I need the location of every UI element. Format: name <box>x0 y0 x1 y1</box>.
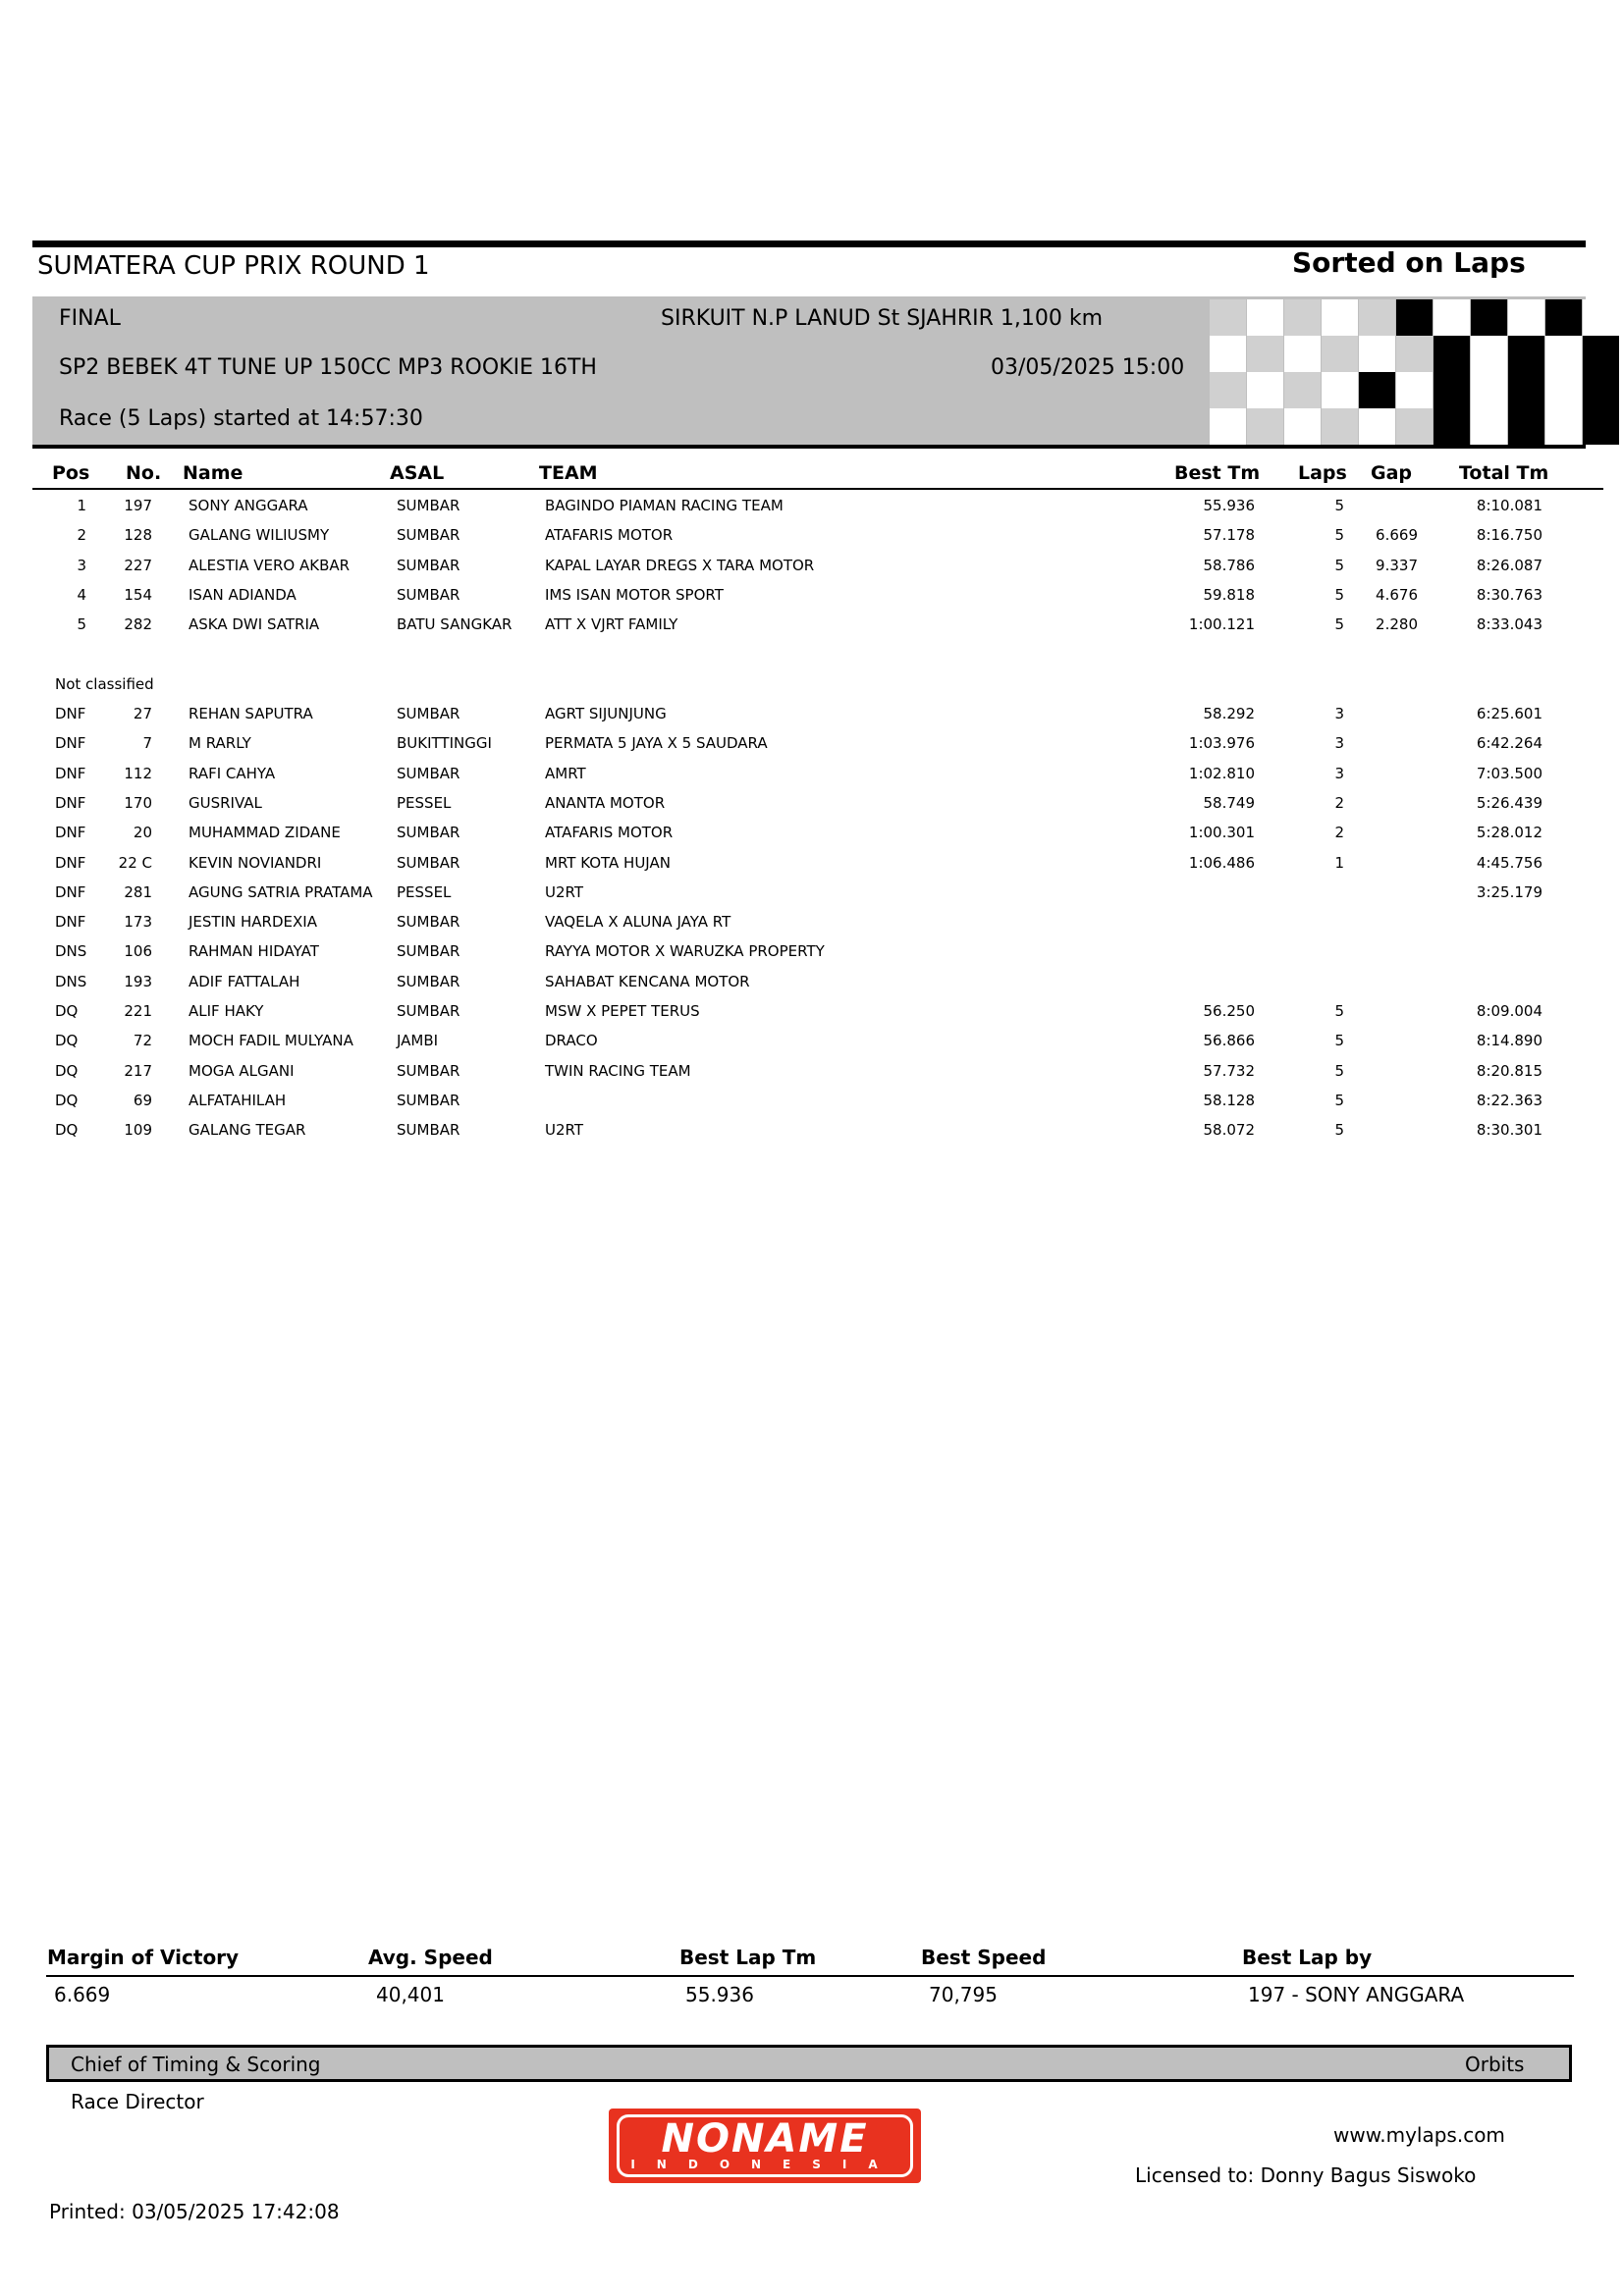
team-cell: ANANTA MOTOR <box>545 793 666 812</box>
flag-square <box>1545 408 1582 445</box>
rider-name-cell: SONY ANGGARA <box>189 497 308 514</box>
result-row <box>0 1056 1623 1086</box>
best-time-cell: 58.292 <box>1203 705 1255 722</box>
flag-square <box>1210 372 1246 408</box>
rider-name-cell: KEVIN NOVIANDRI <box>189 853 322 872</box>
total-time-cell: 8:33.043 <box>1476 615 1542 634</box>
best-lap-label: Best Lap Tm <box>679 1946 817 1969</box>
total-time-cell: 8:26.087 <box>1476 556 1542 574</box>
laps-cell: 2 <box>1334 824 1344 842</box>
best-time-cell: 58.786 <box>1203 556 1255 574</box>
team-cell: AGRT SIJUNJUNG <box>545 705 667 722</box>
best-time-cell: 1:03.976 <box>1188 734 1255 753</box>
origin-cell: SUMBAR <box>397 556 460 574</box>
laps-cell: 1 <box>1334 853 1344 872</box>
pos-cell: DNF <box>55 913 86 932</box>
origin-cell: SUMBAR <box>397 526 460 545</box>
circuit-name: SIRKUIT N.P LANUD St SJAHRIR 1,100 km <box>661 306 1104 331</box>
col-header-pos: Pos <box>52 462 90 484</box>
result-row <box>0 520 1623 550</box>
rider-name-cell: MUHAMMAD ZIDANE <box>189 824 341 842</box>
best-time-cell: 57.732 <box>1203 1061 1255 1080</box>
rider-name-cell: MOCH FADIL MULYANA <box>189 1032 353 1050</box>
pos-cell: DNF <box>55 764 86 782</box>
col-header-laps: Laps <box>1298 462 1347 484</box>
best-time-cell: 1:00.301 <box>1188 824 1255 842</box>
rider-name-cell: GALANG TEGAR <box>189 1121 306 1140</box>
origin-cell: SUMBAR <box>397 972 460 990</box>
laps-cell: 3 <box>1334 705 1344 722</box>
rider-name-cell: ALIF HAKY <box>189 1002 264 1020</box>
gap-cell: 6.669 <box>1376 526 1418 545</box>
laps-cell: 5 <box>1334 1002 1344 1020</box>
result-row <box>0 1115 1623 1145</box>
origin-cell: SUMBAR <box>397 824 460 842</box>
flag-square <box>1508 299 1544 336</box>
best-time-cell: 1:00.121 <box>1188 615 1255 634</box>
pos-cell: DQ <box>55 1091 79 1109</box>
event-title: SUMATERA CUP PRIX ROUND 1 <box>37 251 430 281</box>
col-header-no: No. <box>126 462 162 484</box>
team-cell: MRT KOTA HUJAN <box>545 853 671 872</box>
gap-cell: 2.280 <box>1376 615 1418 634</box>
number-cell: 7 <box>142 734 152 753</box>
rider-name-cell: REHAN SAPUTRA <box>189 705 313 722</box>
best-lap-value: 55.936 <box>685 1983 754 2006</box>
flag-square <box>1284 408 1321 445</box>
origin-cell: JAMBI <box>397 1032 439 1050</box>
laps-cell: 5 <box>1334 1061 1344 1080</box>
number-cell: 20 <box>133 824 152 842</box>
flag-square <box>1583 408 1619 445</box>
team-cell: U2RT <box>545 882 584 901</box>
best-time-cell: 59.818 <box>1203 585 1255 604</box>
flag-square <box>1434 336 1470 372</box>
origin-cell: SUMBAR <box>397 1121 460 1140</box>
pos-cell: DQ <box>55 1061 79 1080</box>
number-cell: 112 <box>124 764 152 782</box>
pos-cell: 5 <box>77 615 86 634</box>
total-time-cell: 4:45.756 <box>1476 853 1542 872</box>
result-row <box>0 936 1623 966</box>
flag-square <box>1359 336 1395 372</box>
logo-main-text: NONAME <box>661 2116 869 2162</box>
team-cell: ATAFARIS MOTOR <box>545 824 674 842</box>
laps-cell: 5 <box>1334 615 1344 634</box>
flag-square <box>1471 408 1507 445</box>
session-name: FINAL <box>59 306 121 331</box>
total-time-cell: 8:30.763 <box>1476 585 1542 604</box>
pos-cell: DNF <box>55 734 86 753</box>
rider-name-cell: ADIF FATTALAH <box>189 972 300 990</box>
result-row <box>0 967 1623 996</box>
origin-cell: SUMBAR <box>397 1061 460 1080</box>
team-cell: VAQELA X ALUNA JAYA RT <box>545 913 731 932</box>
total-time-cell: 3:25.179 <box>1476 882 1542 901</box>
team-cell: U2RT <box>545 1121 584 1140</box>
table-header-rule <box>32 488 1603 490</box>
flag-square <box>1322 299 1358 336</box>
flag-square <box>1210 408 1246 445</box>
origin-cell: SUMBAR <box>397 942 460 961</box>
rider-name-cell: GUSRIVAL <box>189 793 262 812</box>
result-row <box>0 878 1623 907</box>
total-time-cell: 8:14.890 <box>1476 1032 1542 1050</box>
team-cell: SAHABAT KENCANA MOTOR <box>545 972 750 990</box>
col-header-name: Name <box>183 462 243 484</box>
rider-name-cell: AGUNG SATRIA PRATAMA <box>189 882 373 901</box>
flag-square <box>1284 299 1321 336</box>
flag-square <box>1508 372 1544 408</box>
total-time-cell: 8:20.815 <box>1476 1061 1542 1080</box>
number-cell: 72 <box>133 1032 152 1050</box>
website-link[interactable]: www.mylaps.com <box>1333 2123 1505 2147</box>
flag-square <box>1434 299 1470 336</box>
pos-cell: DNS <box>55 942 87 961</box>
best-time-cell: 58.128 <box>1203 1091 1255 1109</box>
flag-square <box>1545 336 1582 372</box>
number-cell: 170 <box>124 793 152 812</box>
flag-square <box>1471 372 1507 408</box>
noname-indonesia-logo <box>609 2109 921 2183</box>
number-cell: 282 <box>124 615 152 634</box>
flag-square <box>1284 336 1321 372</box>
race-info: Race (5 Laps) started at 14:57:30 <box>59 406 423 431</box>
team-cell: IMS ISAN MOTOR SPORT <box>545 585 724 604</box>
result-row <box>0 759 1623 788</box>
logo-sub-text: INDONESIA <box>630 2158 899 2171</box>
rider-name-cell: ISAN ADIANDA <box>189 585 297 604</box>
col-header-asal: ASAL <box>390 462 445 484</box>
rider-name-cell: GALANG WILIUSMY <box>189 526 330 545</box>
flag-square <box>1322 336 1358 372</box>
number-cell: 197 <box>124 497 152 514</box>
total-time-cell: 8:30.301 <box>1476 1121 1542 1140</box>
rider-name-cell: ALFATAHILAH <box>189 1091 287 1109</box>
rider-name-cell: ASKA DWI SATRIA <box>189 615 320 634</box>
orbits-label: Orbits <box>1465 2053 1525 2076</box>
laps-cell: 5 <box>1334 526 1344 545</box>
col-header-gap: Gap <box>1371 462 1413 484</box>
rider-name-cell: RAFI CAHYA <box>189 764 276 782</box>
col-header-total-tm: Total Tm <box>1459 462 1549 484</box>
number-cell: 217 <box>124 1061 152 1080</box>
number-cell: 109 <box>124 1121 152 1140</box>
laps-cell: 3 <box>1334 734 1344 753</box>
printed-timestamp: Printed: 03/05/2025 17:42:08 <box>49 2200 340 2223</box>
avg-speed-value: 40,401 <box>376 1983 445 2006</box>
team-cell: TWIN RACING TEAM <box>545 1061 691 1080</box>
number-cell: 154 <box>124 585 152 604</box>
flag-square <box>1583 372 1619 408</box>
laps-cell: 5 <box>1334 1032 1344 1050</box>
result-row <box>0 848 1623 878</box>
result-row <box>0 610 1623 639</box>
team-cell: RAYYA MOTOR X WARUZKA PROPERTY <box>545 942 825 961</box>
total-time-cell: 8:10.081 <box>1476 497 1542 514</box>
pos-cell: DQ <box>55 1002 79 1020</box>
number-cell: 173 <box>124 913 152 932</box>
number-cell: 227 <box>124 556 152 574</box>
origin-cell: SUMBAR <box>397 853 460 872</box>
flag-square <box>1359 372 1395 408</box>
avg-speed-label: Avg. Speed <box>368 1946 493 1969</box>
result-row <box>0 818 1623 847</box>
total-time-cell: 8:22.363 <box>1476 1091 1542 1109</box>
pos-cell: DNF <box>55 824 86 842</box>
origin-cell: SUMBAR <box>397 585 460 604</box>
pos-cell: DQ <box>55 1032 79 1050</box>
laps-cell: 5 <box>1334 585 1344 604</box>
rider-name-cell: ALESTIA VERO AKBAR <box>189 556 351 574</box>
flag-square <box>1247 336 1283 372</box>
best-speed-value: 70,795 <box>929 1983 998 2006</box>
number-cell: 281 <box>124 882 152 901</box>
origin-cell: SUMBAR <box>397 1091 460 1109</box>
best-time-cell: 1:06.486 <box>1188 853 1255 872</box>
col-header-team: TEAM <box>539 462 598 484</box>
flag-square <box>1322 408 1358 445</box>
flag-square <box>1545 299 1582 336</box>
flag-square <box>1284 372 1321 408</box>
total-time-cell: 5:26.439 <box>1476 793 1542 812</box>
best-time-cell: 58.749 <box>1203 793 1255 812</box>
pos-cell: DNF <box>55 793 86 812</box>
total-time-cell: 7:03.500 <box>1476 764 1542 782</box>
flag-square <box>1396 408 1433 445</box>
number-cell: 193 <box>124 972 152 990</box>
total-time-cell: 5:28.012 <box>1476 824 1542 842</box>
best-time-cell: 57.178 <box>1203 526 1255 545</box>
team-cell: ATT X VJRT FAMILY <box>545 615 678 634</box>
best-time-cell: 56.250 <box>1203 1002 1255 1020</box>
laps-cell: 5 <box>1334 1091 1344 1109</box>
origin-cell: BATU SANGKAR <box>397 615 513 634</box>
total-time-cell: 6:25.601 <box>1476 705 1542 722</box>
not-classified-label: Not classified <box>55 675 154 693</box>
result-row <box>0 728 1623 758</box>
laps-cell: 5 <box>1334 1121 1344 1140</box>
origin-cell: SUMBAR <box>397 1002 460 1020</box>
team-cell: PERMATA 5 JAYA X 5 SAUDARA <box>545 734 768 753</box>
flag-square <box>1247 408 1283 445</box>
gap-cell: 9.337 <box>1376 556 1418 574</box>
origin-cell: SUMBAR <box>397 913 460 932</box>
result-row <box>0 580 1623 610</box>
class-name: SP2 BEBEK 4T TUNE UP 150CC MP3 ROOKIE 16TH <box>59 355 597 380</box>
pos-cell: DNF <box>55 853 86 872</box>
result-row <box>0 907 1623 936</box>
flag-square <box>1247 299 1283 336</box>
pos-cell: DQ <box>55 1121 79 1140</box>
flag-square <box>1396 372 1433 408</box>
pos-cell: 4 <box>77 585 86 604</box>
origin-cell: SUMBAR <box>397 764 460 782</box>
team-cell: BAGINDO PIAMAN RACING TEAM <box>545 497 784 514</box>
flag-square <box>1359 408 1395 445</box>
flag-square <box>1434 408 1470 445</box>
flag-square <box>1471 336 1507 372</box>
chief-of-timing-label: Chief of Timing & Scoring <box>71 2053 321 2076</box>
flag-square <box>1583 299 1619 336</box>
result-row <box>0 551 1623 580</box>
result-row <box>0 1086 1623 1115</box>
origin-cell: SUMBAR <box>397 705 460 722</box>
col-header-best-tm: Best Tm <box>1174 462 1261 484</box>
result-row <box>0 1026 1623 1055</box>
team-cell: ATAFARIS MOTOR <box>545 526 674 545</box>
flag-square <box>1545 372 1582 408</box>
pos-cell: DNF <box>55 882 86 901</box>
total-time-cell: 8:16.750 <box>1476 526 1542 545</box>
origin-cell: PESSEL <box>397 882 452 901</box>
laps-cell: 2 <box>1334 793 1344 812</box>
origin-cell: SUMBAR <box>397 497 460 514</box>
number-cell: 106 <box>124 942 152 961</box>
margin-of-victory-value: 6.669 <box>54 1983 111 2006</box>
rider-name-cell: RAHMAN HIDAYAT <box>189 942 319 961</box>
team-cell: AMRT <box>545 764 586 782</box>
origin-cell: BUKITTINGGI <box>397 734 492 753</box>
flag-square <box>1210 336 1246 372</box>
laps-cell: 5 <box>1334 556 1344 574</box>
flag-square <box>1508 408 1544 445</box>
team-cell: MSW X PEPET TERUS <box>545 1002 700 1020</box>
best-speed-label: Best Speed <box>921 1946 1047 1969</box>
total-time-cell: 8:09.004 <box>1476 1002 1542 1020</box>
flag-square <box>1322 372 1358 408</box>
race-director-label: Race Director <box>71 2090 204 2113</box>
flag-square <box>1508 336 1544 372</box>
result-row <box>0 491 1623 520</box>
gap-cell: 4.676 <box>1376 585 1418 604</box>
best-time-cell: 58.072 <box>1203 1121 1255 1140</box>
best-lap-by-value: 197 - SONY ANGGARA <box>1248 1983 1465 2006</box>
result-row <box>0 996 1623 1026</box>
total-time-cell: 6:42.264 <box>1476 734 1542 753</box>
best-time-cell: 1:02.810 <box>1188 764 1255 782</box>
pos-cell: 1 <box>77 497 86 514</box>
number-cell: 221 <box>124 1002 152 1020</box>
pos-cell: DNF <box>55 705 86 722</box>
pos-cell: 3 <box>77 556 86 574</box>
pos-cell: DNS <box>55 972 87 990</box>
number-cell: 128 <box>124 526 152 545</box>
best-time-cell: 56.866 <box>1203 1032 1255 1050</box>
flag-square <box>1583 336 1619 372</box>
pos-cell: 2 <box>77 526 86 545</box>
number-cell: 27 <box>133 705 152 722</box>
flag-square <box>1471 299 1507 336</box>
flag-square <box>1210 299 1246 336</box>
flag-square <box>1359 299 1395 336</box>
flag-square <box>1434 372 1470 408</box>
laps-cell: 3 <box>1334 764 1344 782</box>
team-cell: DRACO <box>545 1032 598 1050</box>
number-cell: 69 <box>133 1091 152 1109</box>
flag-square <box>1396 299 1433 336</box>
rider-name-cell: MOGA ALGANI <box>189 1061 295 1080</box>
flag-square <box>1247 372 1283 408</box>
team-cell: KAPAL LAYAR DREGS X TARA MOTOR <box>545 556 815 574</box>
margin-of-victory-label: Margin of Victory <box>47 1946 240 1969</box>
result-row <box>0 699 1623 728</box>
laps-cell: 5 <box>1334 497 1344 514</box>
header-bottom-rule <box>32 445 1586 449</box>
rider-name-cell: M RARLY <box>189 734 251 753</box>
rider-name-cell: JESTIN HARDEXIA <box>189 913 317 932</box>
best-time-cell: 55.936 <box>1203 497 1255 514</box>
summary-rule <box>46 1975 1574 1977</box>
race-datetime: 03/05/2025 15:00 <box>991 355 1185 380</box>
licensed-to: Licensed to: Donny Bagus Siswoko <box>1135 2163 1477 2187</box>
result-row <box>0 788 1623 818</box>
flag-square <box>1396 336 1433 372</box>
best-lap-by-label: Best Lap by <box>1242 1946 1373 1969</box>
number-cell: 22 C <box>118 853 152 872</box>
sort-label: Sorted on Laps <box>1292 246 1526 279</box>
origin-cell: PESSEL <box>397 793 452 812</box>
